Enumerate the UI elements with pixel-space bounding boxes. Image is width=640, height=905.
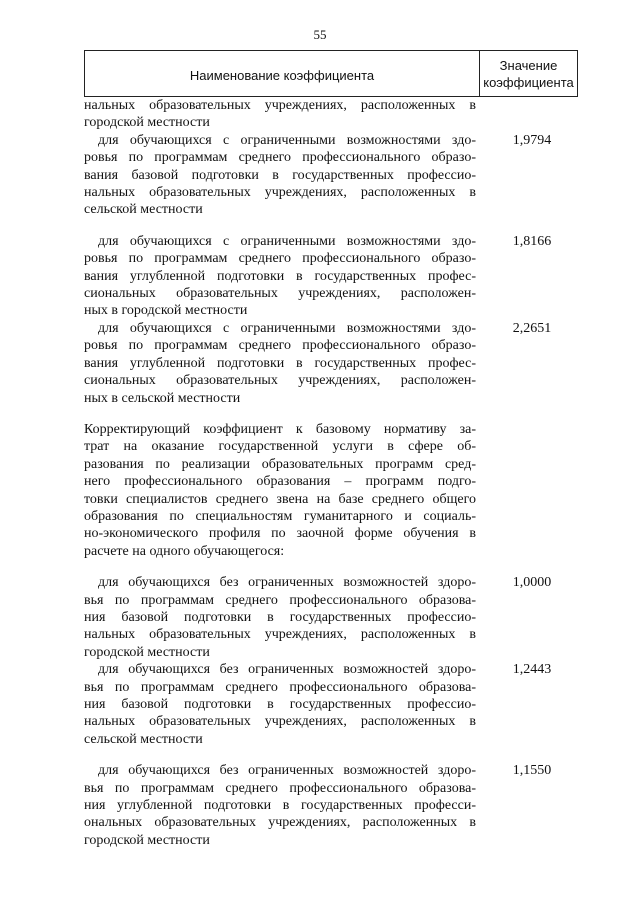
- table-row: [84, 661, 578, 748]
- coefficient-value: 1,2443: [512, 662, 552, 678]
- text-line: для обучающихся без ограниченных возможностей здоро-: [98, 763, 476, 779]
- header-name-column: Наименование коэффициента: [85, 51, 480, 96]
- coefficient-value: 1,1550: [512, 763, 552, 779]
- text-line: вания углубленной подготовки в государственных профес-: [84, 268, 476, 284]
- page-number: 55: [313, 27, 327, 42]
- text-line: ровья по программам среднего профессионального образо-: [84, 251, 476, 267]
- text-line: Корректирующий коэффициент к базовому нормативу за-: [84, 421, 476, 437]
- table-row: [84, 421, 578, 560]
- text-line: городской местности: [84, 832, 210, 848]
- table-row: [84, 233, 578, 320]
- coefficient-section-heading: [84, 421, 476, 560]
- text-line: него профессионального образования – программ подго-: [84, 474, 476, 490]
- text-line: ровья по программам среднего профессионального образо-: [84, 150, 476, 166]
- text-line: вья по программам среднего профессионального образова-: [84, 592, 476, 608]
- header-value-column: [480, 51, 577, 96]
- text-line: вья по программам среднего профессионального образова-: [84, 780, 476, 796]
- text-line: разования по реализации образовательных программ сред-: [84, 456, 476, 472]
- text-line: ния базовой подготовки в государственных профессио-: [84, 697, 476, 712]
- text-line: трат на оказание государственной услуги в сфере об-: [84, 439, 476, 455]
- coefficient-value: 1,9794: [512, 132, 552, 148]
- text-line: городской местности: [84, 115, 210, 131]
- text-line: вания углубленной подготовки в государственных профес-: [84, 355, 476, 371]
- coefficient-name: [84, 233, 476, 320]
- text-line: сельской местности: [84, 731, 203, 747]
- coefficient-name: [84, 661, 476, 748]
- text-line: расчете на одного обучающегося:: [84, 543, 285, 559]
- text-line: для обучающихся с ограниченными возможностями здо-: [98, 132, 476, 148]
- coefficient-value: 1,0000: [512, 575, 552, 591]
- text-line: ональных образовательных учреждениях, расположенных в: [84, 815, 476, 831]
- table-row: [84, 320, 578, 407]
- text-line: нальных образовательных учреждениях, расположенных в: [84, 627, 476, 643]
- text-line: образования по специальностям гуманитарного и социаль-: [84, 508, 476, 524]
- coefficient-name: [84, 97, 476, 132]
- text-line: для обучающихся без ограниченных возможностей здоро-: [98, 662, 476, 678]
- text-line: вания базовой подготовки в государственных профессио-: [84, 167, 476, 183]
- text-line: ния углубленной подготовки в государственных професси-: [84, 798, 476, 814]
- text-line: ных в сельской местности: [84, 390, 241, 406]
- text-line: ровья по программам среднего профессионального образо-: [84, 338, 476, 354]
- coefficient-name: [84, 574, 476, 661]
- text-line: нальных образовательных учреждениях, расположенных в: [84, 185, 476, 201]
- table-body: [84, 97, 578, 849]
- text-line: сельской местности: [84, 202, 203, 218]
- text-line: для обучающихся с ограниченными возможностями здо-: [98, 233, 476, 249]
- text-line: для обучающихся без ограниченных возможностей здоро-: [98, 575, 476, 591]
- text-line: но-экономического профиля по заочной форме обучения в: [84, 526, 476, 542]
- text-line: ных в городской местности: [84, 303, 248, 319]
- header-value-line1: Значение: [499, 57, 558, 73]
- text-line: для обучающихся с ограниченными возможностями здо-: [98, 320, 476, 336]
- coefficient-name: [84, 320, 476, 407]
- text-line: ния базовой подготовки в государственных профессио-: [84, 609, 476, 625]
- table-row: [84, 762, 578, 849]
- text-line: нальных образовательных учреждениях, расположенных в: [84, 98, 476, 113]
- coefficient-value: 1,8166: [512, 233, 552, 249]
- coefficient-name: [84, 762, 476, 849]
- table-row: [84, 97, 578, 132]
- text-line: товки специалистов среднего звена на базе среднего общего: [84, 491, 476, 507]
- coefficient-name: [84, 132, 476, 219]
- header-value-line2: коэффициента: [483, 74, 574, 90]
- text-line: городской местности: [84, 644, 210, 660]
- text-line: сиональных образовательных учреждениях, расположен-: [84, 373, 476, 389]
- table-row: [84, 574, 578, 661]
- text-line: нальных образовательных учреждениях, расположенных в: [84, 714, 476, 730]
- table-header: [84, 50, 578, 97]
- text-line: сиональных образовательных учреждениях, расположен-: [84, 286, 476, 302]
- table-row: [84, 132, 578, 219]
- text-line: вья по программам среднего профессионального образова-: [84, 679, 476, 695]
- coefficient-value: 2,2651: [512, 320, 552, 336]
